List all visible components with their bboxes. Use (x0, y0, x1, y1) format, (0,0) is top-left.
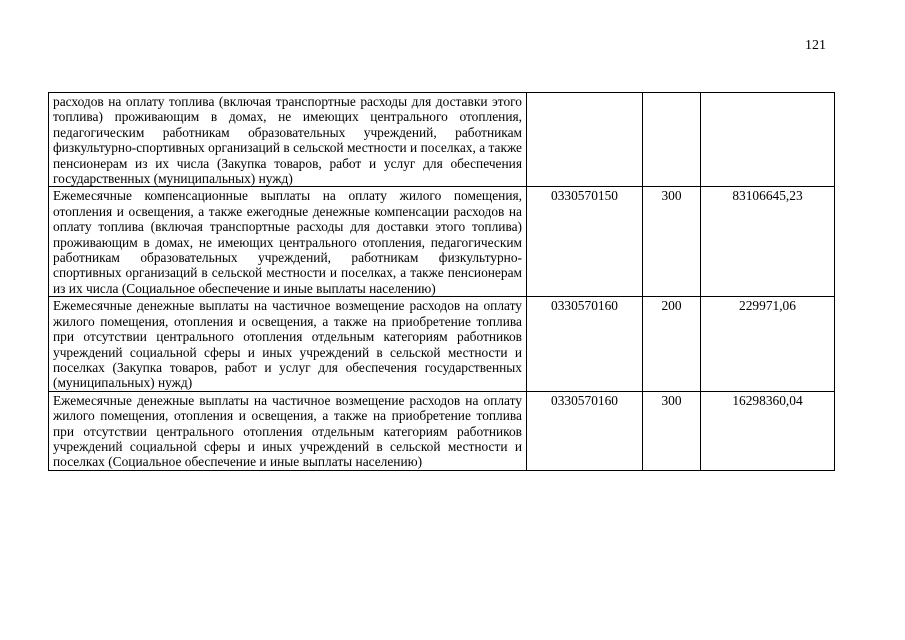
table-row (49, 187, 835, 297)
row-description: Ежемесячные денежные выплаты на частичное возмещение расходов на оплату жилого помещения, отопления и освещения, а также на приобретение топлива при отсутствии центрального отопления отдельным категориям работников учреждений социальной сферы и иных учреждений в сельской местности и поселках (Социальное обеспечение и иные выплаты населению) (49, 391, 527, 470)
row-expense-type: 300 (643, 187, 701, 297)
table-row (49, 297, 835, 391)
row-target-code: 0330570150 (527, 187, 643, 297)
page-number: 121 (805, 38, 826, 53)
row-target-code: 0330570160 (527, 391, 643, 470)
table-row (49, 391, 835, 470)
budget-table (48, 92, 835, 471)
row-description: Ежемесячные денежные выплаты на частичное возмещение расходов на оплату жилого помещения, отопления и освещения, а также на приобретение топлива при отсутствии центрального отопления отдельным категориям работников учреждений социальной сферы и иных учреждений в сельской местности и поселках (Закупка товаров, работ и услуг для обеспечения государственных (муниципальных) нужд) (49, 297, 527, 391)
row-description: Ежемесячные компенсационные выплаты на оплату жилого помещения, отопления и освещения, а также ежегодные денежные компенсации расходов на оплату топлива (включая транспортные расходы для доставки этого топлива) проживающим в домах, не имеющих центрального отопления, педагогическим работникам образовательных учреждений, работникам физкультурно-спортивных организаций в сельской местности и поселках, а также пенсионерам из их числа (Социальное обеспечение и иные выплаты населению) (49, 187, 527, 297)
row-amount: 83106645,23 (701, 187, 835, 297)
row-expense-type: 200 (643, 297, 701, 391)
row-amount: 16298360,04 (701, 391, 835, 470)
row-amount: 229971,06 (701, 297, 835, 391)
row-description: расходов на оплату топлива (включая транспортные расходы для доставки этого топлива) проживающим в домах, не имеющих центрального отопления, педагогическим работникам образовательных учреждений, работникам физкультурно-спортивных организаций в сельской местности и поселках, а также пенсионерам из их числа (Закупка товаров, работ и услуг для обеспечения государственных (муниципальных) нужд) (49, 93, 527, 187)
row-expense-type: 300 (643, 391, 701, 470)
table-row (49, 93, 835, 187)
row-target-code: 0330570160 (527, 297, 643, 391)
row-target-code (527, 93, 643, 187)
row-amount (701, 93, 835, 187)
row-expense-type (643, 93, 701, 187)
